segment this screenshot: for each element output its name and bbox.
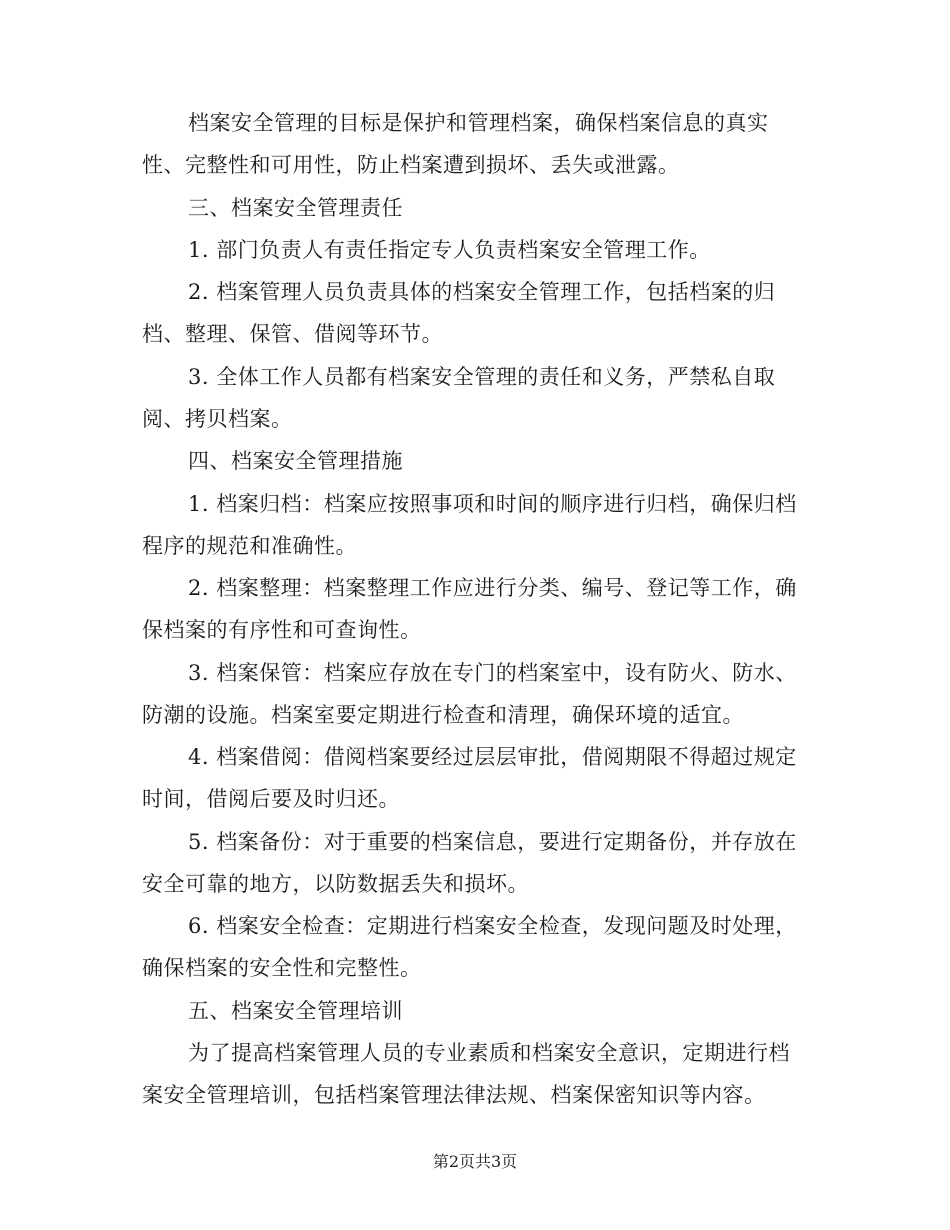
paragraph-line: 档案安全管理的目标是保护和管理档案，确保档案信息的真实 [188,111,769,135]
paragraph-line: 6. 档案安全检查：定期进行档案安全检查，发现问题及时处理， [188,914,797,938]
paragraph-line: 保档案的有序性和可查询性。 [142,618,422,642]
paragraph-line: 阅、拷贝档案。 [142,407,293,431]
section-heading: 三、档案安全管理责任 [188,196,403,220]
paragraph-line: 时间，借阅后要及时归还。 [142,787,400,811]
section-heading: 五、档案安全管理培训 [188,999,403,1023]
paragraph-line: 确保档案的安全性和完整性。 [142,956,422,980]
paragraph-line: 3. 全体工作人员都有档案安全管理的责任和义务，严禁私自取 [188,365,776,389]
paragraph-line: 2. 档案管理人员负责具体的档案安全管理工作，包括档案的归 [188,280,776,304]
paragraph-line: 档、整理、保管、借阅等环节。 [142,322,443,346]
paragraph-line: 2. 档案整理：档案整理工作应进行分类、编号、登记等工作，确 [188,576,797,600]
paragraph-line: 5. 档案备份：对于重要的档案信息，要进行定期备份，并存放在 [188,830,797,854]
paragraph-line: 安全可靠的地方，以防数据丢失和损坏。 [142,872,529,896]
paragraph-line: 案安全管理培训，包括档案管理法律法规、档案保密知识等内容。 [142,1083,766,1107]
paragraph-line: 程序的规范和准确性。 [142,534,357,558]
paragraph-line: 1. 部门负责人有责任指定专人负责档案安全管理工作。 [188,238,711,262]
paragraph-line: 防潮的设施。档案室要定期进行检查和清理，确保环境的适宜。 [142,703,744,727]
section-heading: 四、档案安全管理措施 [188,449,403,473]
paragraph-line: 1. 档案归档：档案应按照事项和时间的顺序进行归档，确保归档 [188,492,797,516]
paragraph-line: 为了提高档案管理人员的专业素质和档案安全意识，定期进行档 [188,1041,790,1065]
page-number: 第2页共3页 [432,1152,518,1171]
paragraph-line: 3. 档案保管：档案应存放在专门的档案室中，设有防火、防水、 [188,661,797,685]
paragraph-line: 4. 档案借阅：借阅档案要经过层层审批，借阅期限不得超过规定 [188,745,797,769]
paragraph-line: 性、完整性和可用性，防止档案遭到损坏、丢失或泄露。 [142,153,680,177]
